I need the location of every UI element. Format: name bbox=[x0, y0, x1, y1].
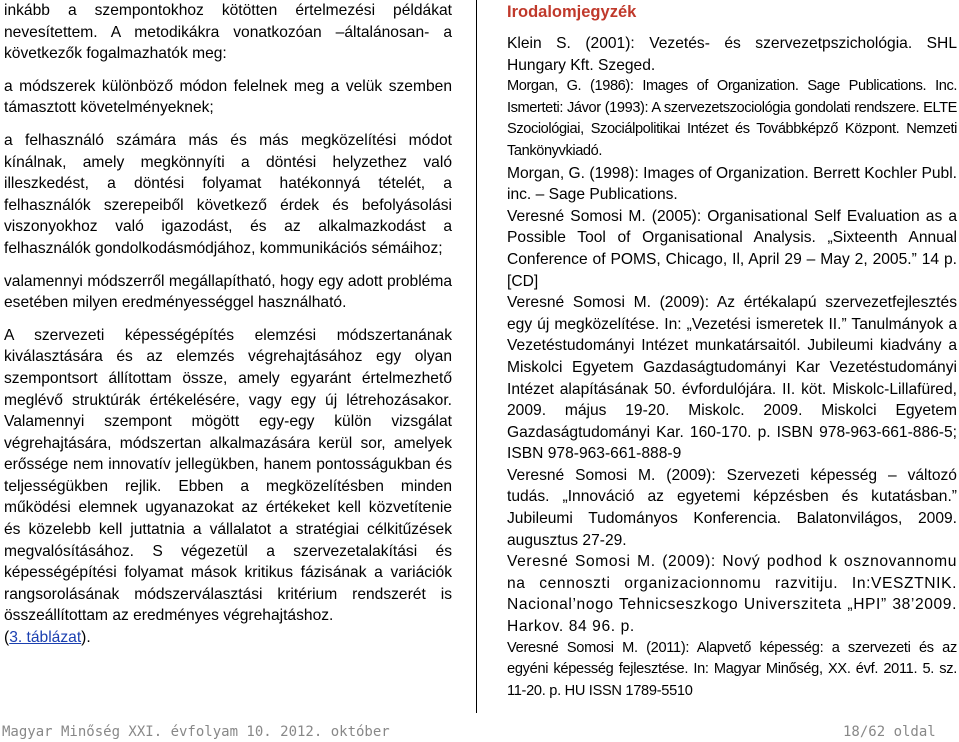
reference-item: Veresné Somosi M. (2009): Az értékalapú szervezetfejlesztés egy új megközelítése. In: „Vezetési ismeretek II.” Tanulmányok a Vezetéstudományi Intézet munkatársaitól. Jubileumi kiadvány a Miskolci Egyetem Gazdaságtudományi Kar Vezetéstudományi Intézet alapításának 50. évfordulójára. II. köt. Miskolc-Lillafüred, 2009. május 19-20. Miskolc. 2009. Miskolci Egyetem Gazdaságtudományi Kar. 160-170. p. ISBN 978-963-661-886-5; ISBN 978-963-661-888-9 bbox=[507, 294, 957, 463]
footer-page-number: 18/62 oldal bbox=[843, 724, 936, 740]
reference-item: Veresné Somosi M. (2005): Organisational Self Evaluation as a Possible Tool of Organisational Analysis. „Sixteenth Annual Conference of POMS, Chicago, Il, April 29 – May 2, 2005.” 14 p. [CD] bbox=[507, 207, 957, 290]
footer-journal: Magyar Minőség XXI. évfolyam 10. 2012. október bbox=[2, 724, 390, 740]
reference-item: Morgan, G. (1986): Images of Organization. Sage Publications. Inc. Ismerteti: Jávor (1993): A szervezetszociológia gondolati rendszere. ELTE Szociológiai, Szociálpolitikai Intézet és Továbbképző Központ. Nemzeti Tankönyvkiadó. bbox=[507, 78, 957, 159]
list-item: a felhasználó számára más és más megközelítési módot kínálnak, amely megkönnyíti a döntési helyzethez való illeszkedést, a döntési folyamat hatékonnyá tételét, a felhasználók szerepeiből következő érdek és befolyásolási viszonyokhoz való igazodást, és az alkalmazkodást a felhasználók gondolkodásmódjához, kommunikációs sémáihoz; bbox=[4, 131, 452, 257]
intro-paragraph: inkább a szempontokhoz kötötten értelmezési példákat nevesítettem. A metodikákra vonatkozóan –általánosan- a következők fogalmazhatók meg: bbox=[4, 2, 452, 63]
table-3-link[interactable]: 3. táblázat bbox=[9, 629, 82, 647]
reference-item: Klein S. (2001): Vezetés- és szervezetpszichológia. SHL Hungary Kft. Szeged. bbox=[507, 35, 957, 74]
right-column bbox=[507, 0, 957, 702]
bibliography-heading: Irodalomjegyzék bbox=[507, 3, 637, 21]
paren-close: ). bbox=[81, 629, 91, 647]
paren-open: ( bbox=[4, 629, 10, 647]
column-divider bbox=[476, 0, 477, 713]
reference-item: Veresné Somosi M. (2011): Alapvető képesség: a szervezeti és az egyéni képesség fejlesztése. In: Magyar Minőség, XX. évf. 2011. 5. sz. 11-20. p. HU ISSN 1789-5510 bbox=[507, 639, 957, 699]
reference-item: Morgan, G. (1998): Images of Organization. Berrett Kochler Publ. inc. – Sage Publications. bbox=[507, 164, 957, 204]
reference-item: Veresné Somosi M. (2009): Nový podhod k osznovannomu na cennoszti organizacionnomu razvitiju. In:VESZTNIK. Nacional’nogo Tehnicseszkogo Universziteta „HPI” 38’2009. Harkov. 84 96. p. bbox=[507, 553, 957, 636]
list-item: a módszerek különböző módon felelnek meg a velük szemben támasztott követelményeknek; bbox=[4, 77, 452, 117]
body-paragraph bbox=[4, 325, 452, 649]
left-column bbox=[4, 0, 452, 649]
list-item: valamennyi módszerről megállapítható, hogy egy adott probléma esetében milyen eredményességgel használható. bbox=[4, 272, 452, 312]
reference-item: Veresné Somosi M. (2009): Szervezeti képesség – változó tudás. „Innováció az egyetemi képzésben és kutatásban.” Jubileumi Tudományos Konferencia. Balatonvilágos, 2009. augusztus 27-29. bbox=[507, 466, 957, 549]
body-paragraph-text: A szervezeti képességépítés elemzési módszertanának kiválasztására és az elemzés végrehajtásához egy olyan szempontsort állítottam össze, amely egyaránt értelmezhető meglévő struktúrák értékelésére, vagy egy új létrehozásakor. Valamennyi szempont mögött egy-egy külön vizsgálat végrehajtására, módszertan alkalmazására kerül sor, amelyek erőssége nem innovatív jellegükben, hanem pontosságukban és teljességükben rejlik. Ebben a megközelítésben minden működési elemnek ugyanazokat az értékeket kell közvetítenie és közelebb kell juttatnia a vállalatot a stratégiai célkitűzések megvalósításához. S végezetül a szervezetalakítási és képességépítési folyamat mások kritikus fázisának a variációk rangsorolásának módszerválasztási kritérium rendszerét is összeállítottam az eredményes végrehajtáshoz. bbox=[4, 326, 452, 625]
